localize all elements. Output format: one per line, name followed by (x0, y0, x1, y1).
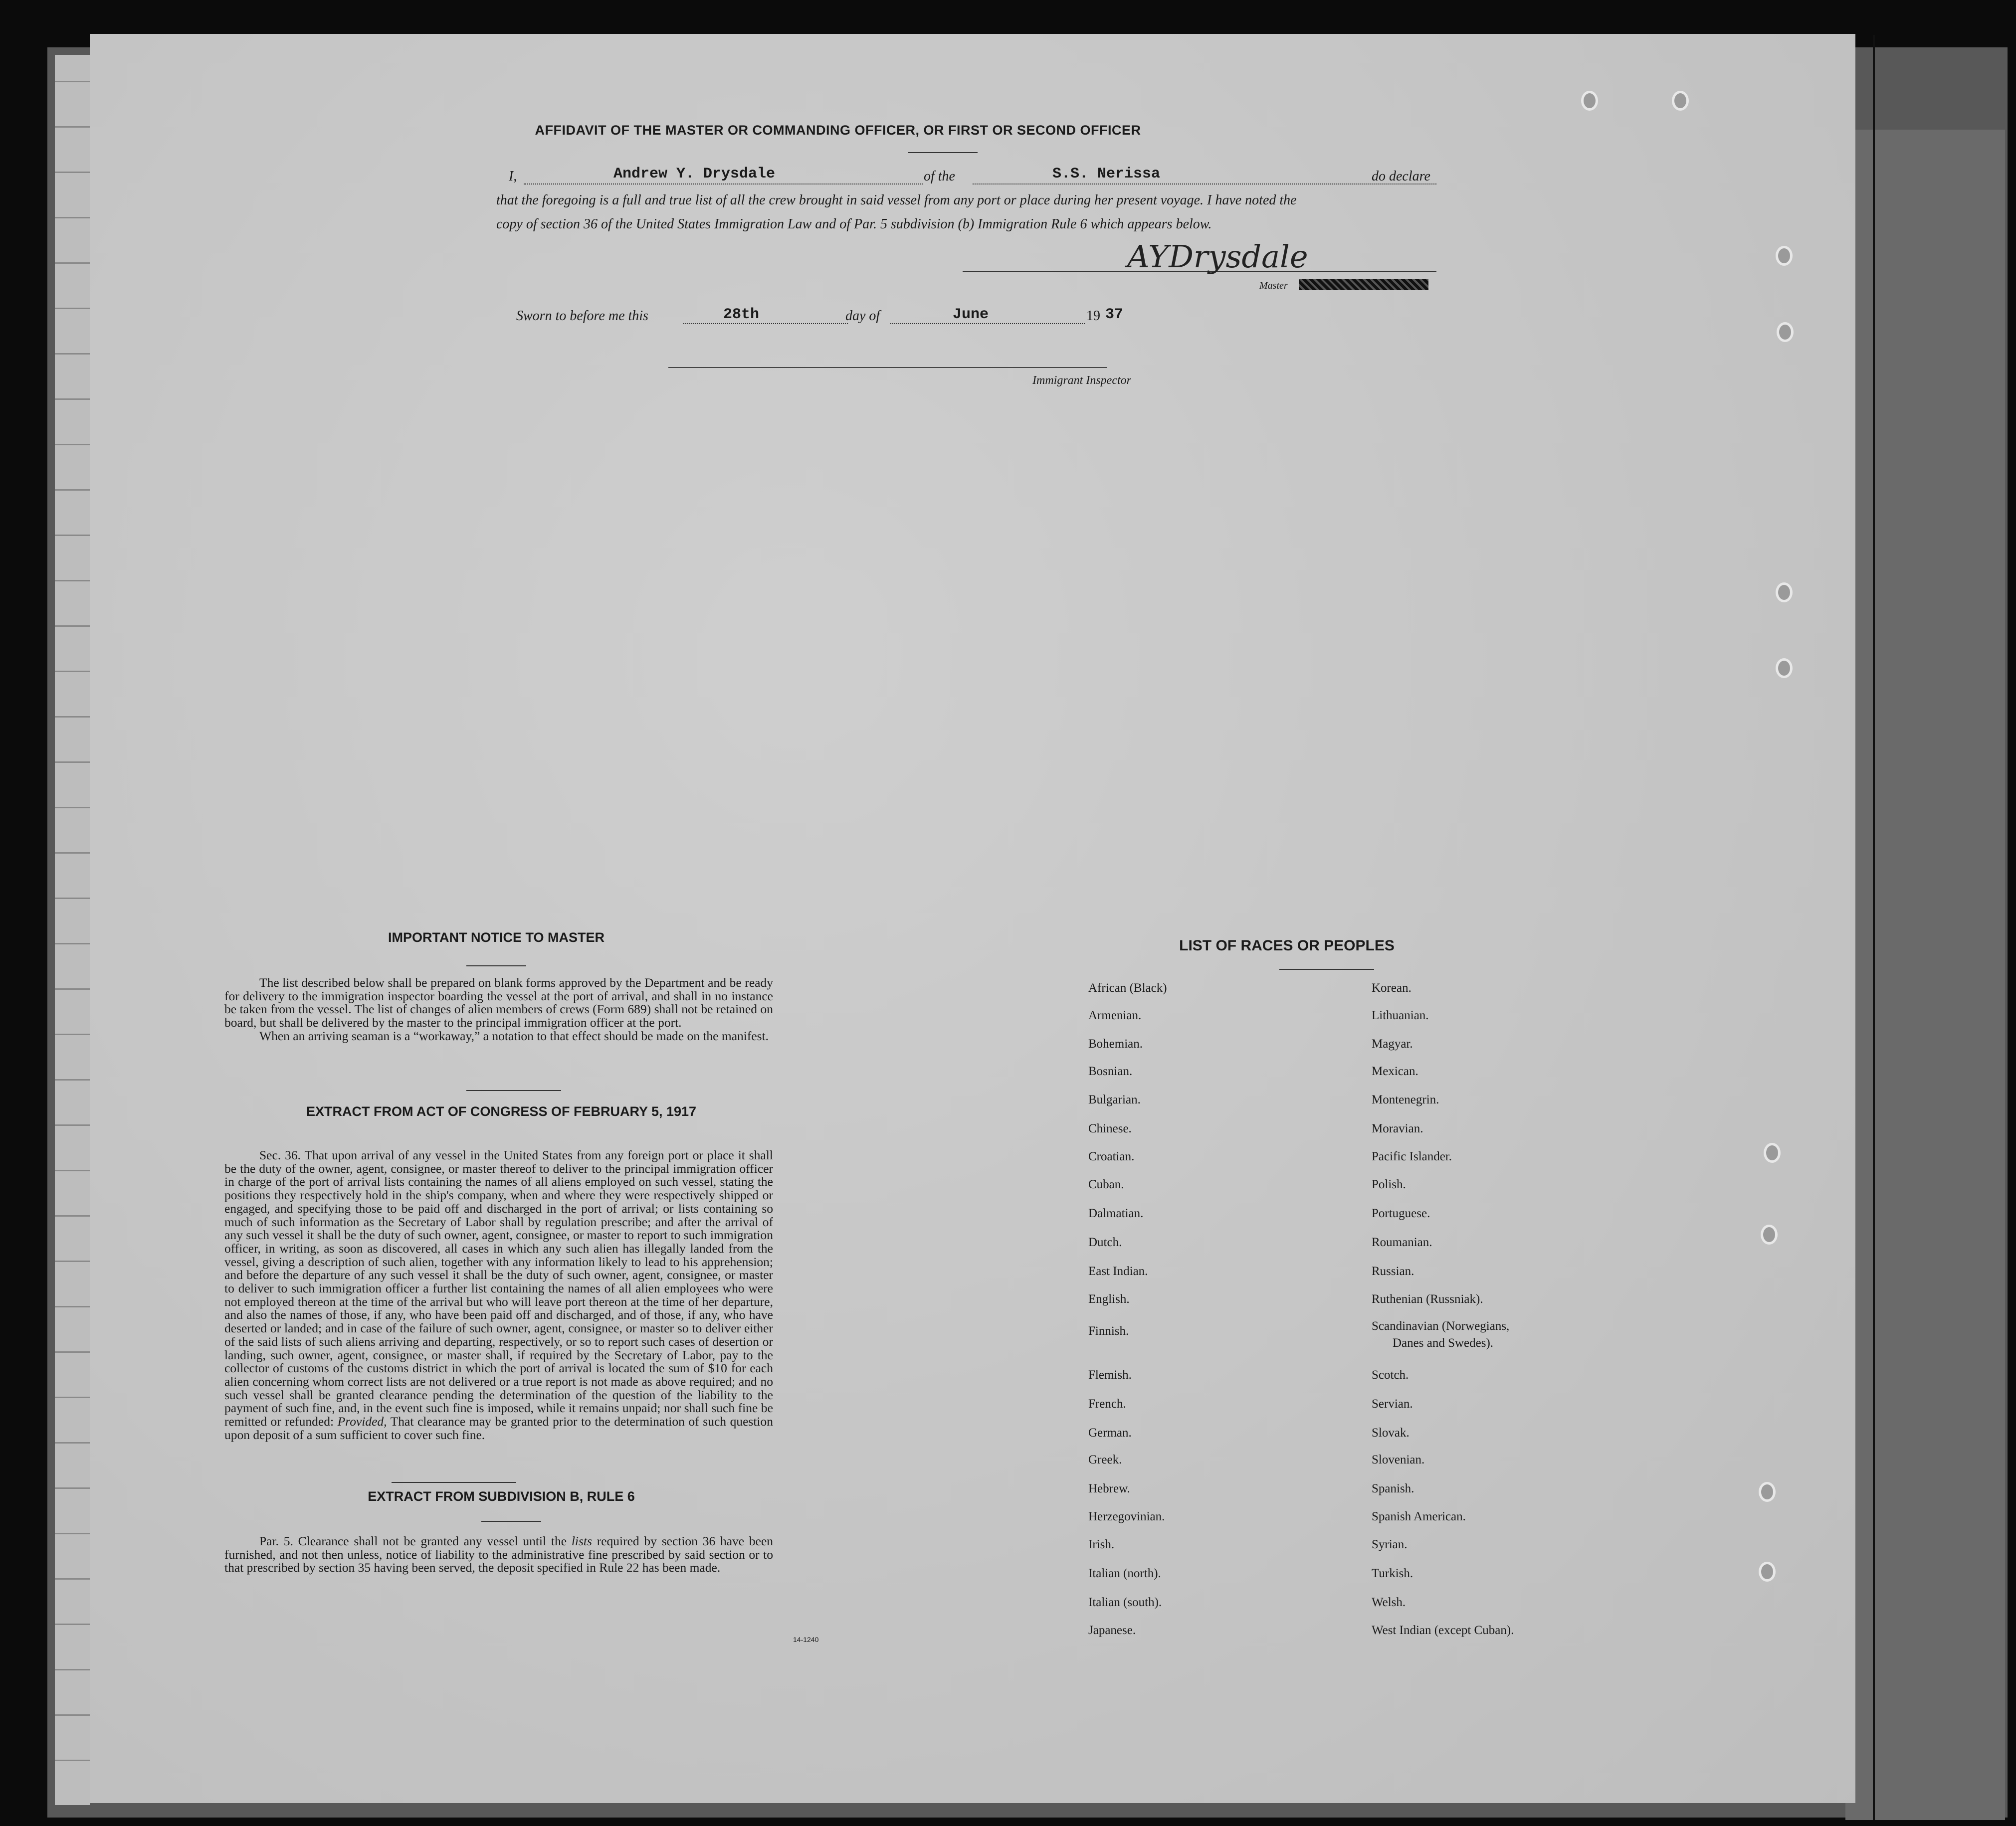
year-prefix: 19 (1086, 308, 1100, 324)
race-item: Herzegovinian. (1088, 1510, 1165, 1523)
race-item: Servian. (1372, 1397, 1413, 1411)
rule-lists: lists (571, 1534, 592, 1548)
race-item: Italian (north). (1088, 1567, 1161, 1580)
act-provided: Provided, (337, 1414, 387, 1429)
race-item: Hebrew. (1088, 1482, 1130, 1495)
race-item: African (Black) (1088, 981, 1167, 995)
race-item: Greek. (1088, 1453, 1122, 1466)
name-line (524, 183, 923, 184)
vessel-name: S.S. Nerissa (1052, 166, 1161, 183)
act-end-rule (392, 1482, 516, 1483)
affidavit-i: I, (509, 169, 517, 184)
race-item: Cuban. (1088, 1178, 1124, 1191)
master-label: Master (1259, 280, 1288, 291)
race-item: Korean. (1372, 981, 1411, 995)
act-title: EXTRACT FROM ACT OF CONGRESS OF FEBRUARY 5, 1917 (306, 1104, 697, 1119)
punch-hole (1777, 322, 1794, 342)
races-rule (1279, 969, 1374, 970)
race-item: Moravian. (1372, 1122, 1423, 1135)
race-item: French. (1088, 1397, 1126, 1411)
race-item: Flemish. (1088, 1368, 1132, 1382)
race-item: English. (1088, 1292, 1130, 1306)
affidavit-title: AFFIDAVIT OF THE MASTER OR COMMANDING OFFICER, OR FIRST OR SECOND OFFICER (535, 123, 1141, 138)
affidavit-line-2: that the foregoing is a full and true list of all the crew brought in said vessel from any port or place during her present voyage. I have noted the (496, 192, 1297, 208)
race-item: Armenian. (1088, 1009, 1142, 1022)
race-item: Russian. (1372, 1265, 1414, 1278)
act-section-text: That upon arrival of any vessel in the United States from any foreign port or place it shall be the duty of the owner, agent, consignee, or master thereof to deliver to the principal immigration officer in charge of the port of arrival lists containing the names of all aliens employed on such vessel, stating the positions they respectively hold in the ship's company, when and where they were respectively shipped or engaged, and specifying those to be paid off and discharged in the port of arrival; or lists containing so much of such information as the Secretary of Labor shall by regulation prescribe; and after the arrival of any such vessel it shall be the duty of such owner, agent, consignee, or master to report to such immigration officer, in writing, as soon as discovered, all cases in which any such alien has illegally landed from the vessel, giving a description of such alien, together with any information likely to lead to his apprehension; and before the departure of any such vessel it shall be the duty of such owner, agent, consignee, or master to deliver to such immigration officer a further list containing the names of all alien employees who were not employed thereon at the time of the arrival but who will leave port thereon at the time of her departure, and also the names of those, if any, who have been paid off and discharged, and of those, if any, who have deserted or landed; and in case of the failure of such owner, agent, consignee, or master so to deliver either of the said lists of such aliens arriving and departing, respectively, or so to report such cases of desertion or landing, such owner, agent, consignee, or master shall, if required by the Secretary of Labor, pay to the collector of customs of the customs district in which the port of arrival is located the sum of $10 for each alien concerning whom correct lists are not delivered or a true report is not made as above required; and no such vessel shall be granted clearance pending the determination of the question of the liability to the payment of such fine, and, in the event such fine is imposed, while it remains unpaid; nor shall such fine be remitted or refunded: (224, 1148, 773, 1429)
rule-text-b: required by section 36 have been furnished, and not then unless, notice of liability to the administrative fine prescribed by said section or to that prescribed by section 35 having been served, the deposit specified in Rule 22 has been made. (224, 1534, 774, 1575)
master-signature: AYDrysdale (1127, 238, 1308, 275)
race-item: Slovenian. (1372, 1453, 1425, 1466)
sworn-day-of: day of (845, 308, 880, 324)
document-page (90, 34, 1855, 1803)
race-item: Scandinavian (Norwegians, (1372, 1319, 1510, 1333)
month-line (890, 323, 1085, 324)
sworn-day: 28th (723, 306, 760, 323)
sworn-prefix: Sworn to before me this (516, 308, 648, 324)
race-item: Spanish American. (1372, 1510, 1466, 1523)
punch-hole (1764, 1143, 1781, 1163)
race-item: Italian (south). (1088, 1596, 1162, 1609)
race-item: East Indian. (1088, 1265, 1148, 1278)
race-item: Mexican. (1372, 1065, 1418, 1078)
race-item: Welsh. (1372, 1596, 1406, 1609)
race-item: Chinese. (1088, 1122, 1132, 1135)
race-item: Bulgarian. (1088, 1093, 1141, 1106)
sworn-month: June (953, 306, 989, 323)
master-name: Andrew Y. Drysdale (613, 166, 776, 183)
year-suffix: 37 (1105, 306, 1124, 323)
rule-text (224, 1535, 773, 1575)
punch-hole (1761, 1225, 1778, 1245)
race-item: Magyar. (1372, 1037, 1413, 1051)
race-item: Dutch. (1088, 1236, 1122, 1249)
race-item: Japanese. (1088, 1624, 1136, 1637)
act-section-label: Sec. 36. (259, 1148, 301, 1162)
race-item: Pacific Islander. (1372, 1150, 1452, 1163)
rule-rule (481, 1521, 541, 1522)
race-item: Turkish. (1372, 1567, 1413, 1580)
punch-hole (1776, 246, 1793, 266)
affidavit-of-the: of the (924, 169, 955, 184)
affidavit-do-declare: do declare (1372, 169, 1430, 184)
notice-end-rule (466, 1090, 561, 1091)
punch-hole (1776, 582, 1793, 602)
races-title: LIST OF RACES OR PEOPLES (1179, 937, 1395, 954)
race-item: Syrian. (1372, 1538, 1408, 1551)
punch-hole (1581, 91, 1598, 111)
act-text (224, 1149, 773, 1442)
notice-paragraph-1: The list described below shall be prepared on blank forms approved by the Department and be ready for delivery to the immigration inspector boarding the vessel at the port of arrival, and shall in no instance be taken from the vessel. The list of changes of alien members of crews (Form 689) shall not be retained on board, but shall be delivered by the master to the principal immigration officer at the port. (224, 975, 773, 1030)
punch-hole (1759, 1482, 1776, 1502)
race-item: West Indian (except Cuban). (1372, 1624, 1514, 1637)
vessel-line (973, 183, 1436, 184)
affidavit-line-3: copy of section 36 of the United States Immigration Law and of Par. 5 subdivision (b) Immigration Rule 6 which appears below. (496, 216, 1212, 232)
race-item: Irish. (1088, 1538, 1115, 1551)
ledger-edge (55, 55, 90, 1805)
sheet-edge-line (1873, 35, 1875, 1820)
race-item: Scotch. (1372, 1368, 1409, 1382)
race-item: Portuguese. (1372, 1207, 1430, 1220)
punch-hole (1776, 658, 1793, 678)
title-rule (908, 152, 978, 153)
race-item: Slovak. (1372, 1426, 1410, 1440)
form-number: 14-1240 (793, 1636, 819, 1643)
inspector-line (668, 367, 1107, 368)
background-sheet-edge (1845, 130, 2005, 1820)
race-item: Finnish. (1088, 1324, 1129, 1338)
race-item: Spanish. (1372, 1482, 1414, 1495)
race-item: Bosnian. (1088, 1065, 1133, 1078)
race-item: Lithuanian. (1372, 1009, 1429, 1022)
act-body (224, 1149, 773, 1442)
race-item: Croatian. (1088, 1150, 1135, 1163)
race-item: Bohemian. (1088, 1037, 1143, 1051)
race-item: Roumanian. (1372, 1236, 1432, 1249)
punch-hole (1672, 91, 1689, 111)
race-scandinavian-continuation: Danes and Swedes). (1393, 1336, 1494, 1350)
inspector-label: Immigrant Inspector (1032, 374, 1131, 387)
rule-body (224, 1535, 773, 1575)
race-item: Ruthenian (Russniak). (1372, 1292, 1483, 1306)
rule-title: EXTRACT FROM SUBDIVISION B, RULE 6 (368, 1489, 635, 1504)
race-item: Montenegrin. (1372, 1093, 1439, 1106)
struck-out-text (1299, 279, 1428, 290)
notice-paragraph-2: When an arriving seaman is a “workaway,” a notation to that effect should be made on the manifest. (259, 1028, 769, 1043)
race-item: German. (1088, 1426, 1132, 1440)
punch-hole (1759, 1562, 1776, 1582)
act-section-text-end: That clearance may be granted prior to the determination of such question upon deposit of a sum sufficient to cover such fine. (224, 1414, 774, 1442)
rule-text-a: Par. 5. Clearance shall not be granted any vessel until the (259, 1534, 567, 1548)
notice-rule (466, 965, 526, 966)
race-item: Dalmatian. (1088, 1207, 1144, 1220)
notice-title: IMPORTANT NOTICE TO MASTER (388, 930, 605, 945)
race-item: Polish. (1372, 1178, 1406, 1191)
day-line (683, 323, 848, 324)
notice-body (224, 976, 773, 1043)
